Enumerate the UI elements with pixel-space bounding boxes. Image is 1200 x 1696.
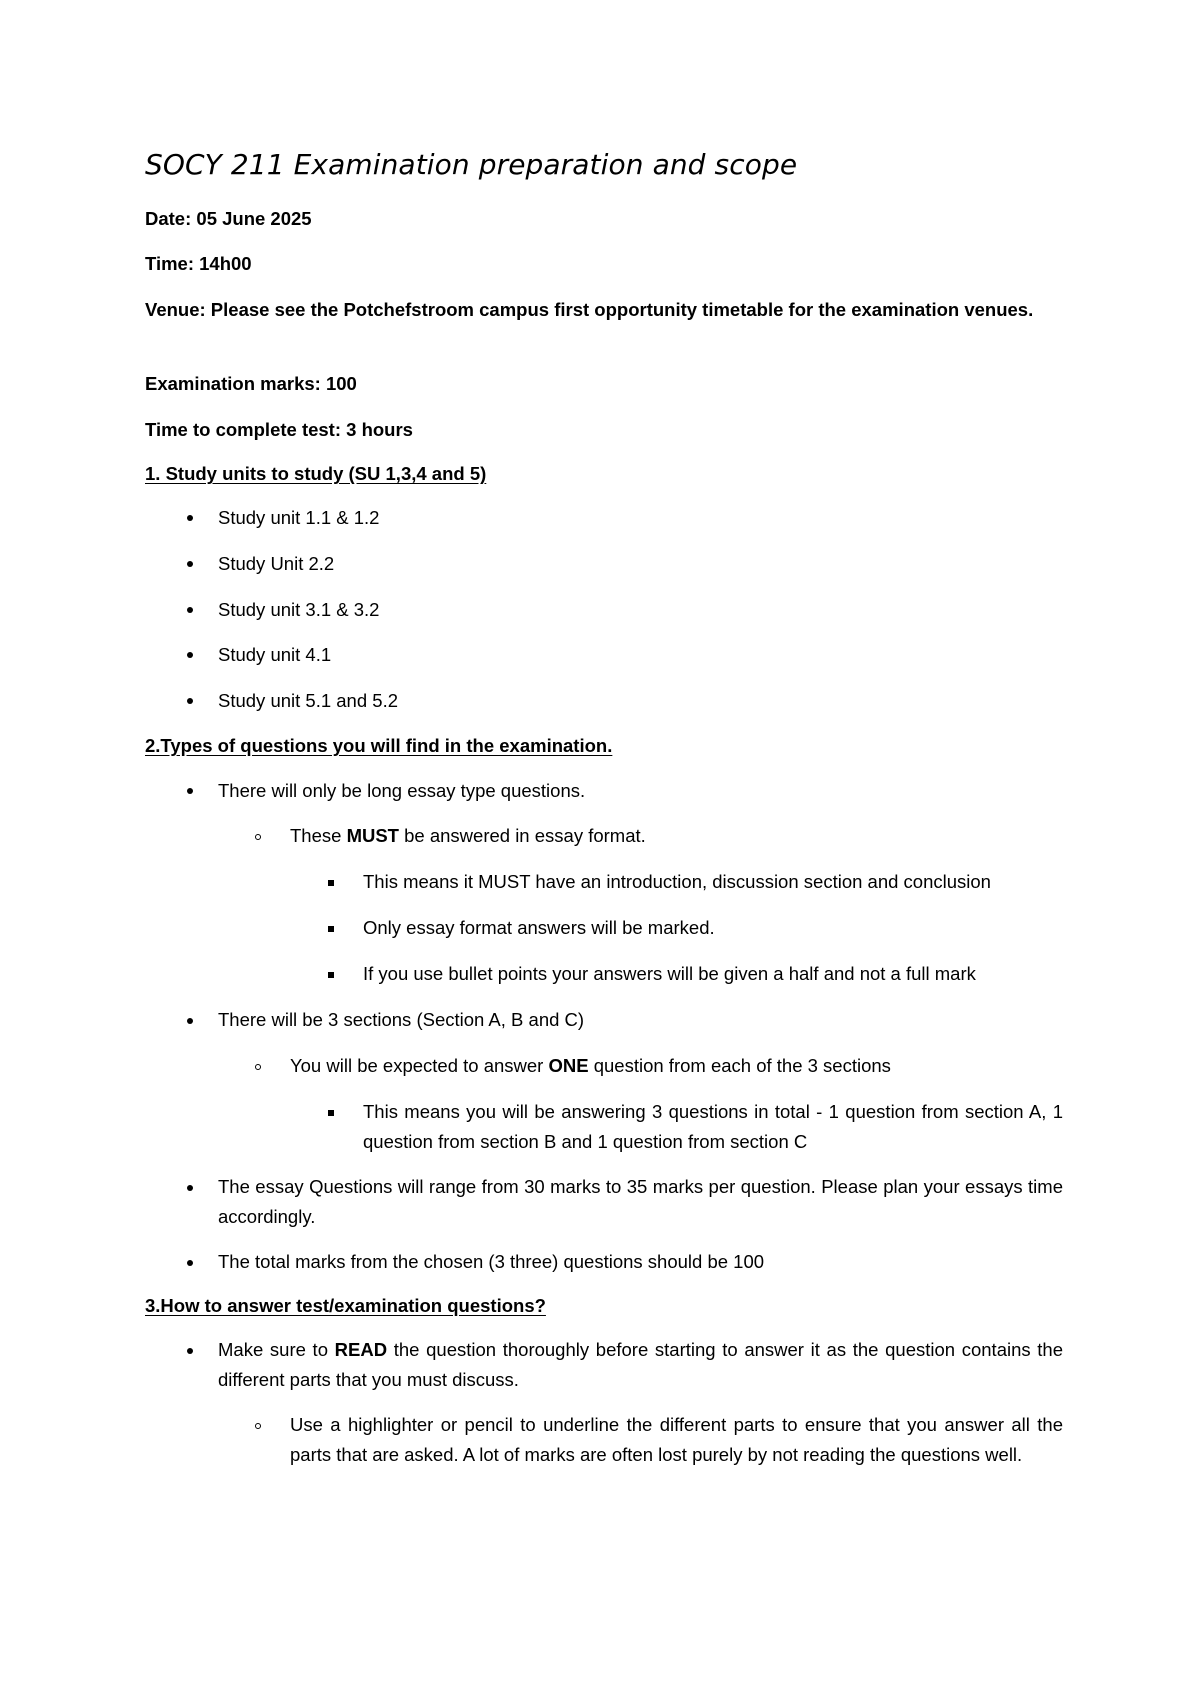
section-2-heading: 2.Types of questions you will find in the examination. xyxy=(145,735,613,756)
study-unit-item: Study unit 1.1 & 1.2 xyxy=(218,507,380,528)
study-unit-item: Study unit 4.1 xyxy=(218,644,332,665)
study-unit-item: Study unit 3.1 & 3.2 xyxy=(218,599,380,620)
exam-time: Time: 14h00 xyxy=(145,253,252,274)
bullet-icon xyxy=(187,515,193,521)
question-type-item: There will only be long essay type questions. xyxy=(218,780,586,801)
bullet-icon xyxy=(187,652,193,658)
answer-one-item: You will be expected to answer ONE question from each of the 3 sections xyxy=(290,1055,891,1076)
essay-rule-item: This means it MUST have an introduction, discussion section and conclusion xyxy=(363,871,991,892)
bullet-icon xyxy=(187,1185,193,1191)
square-bullet-icon xyxy=(328,972,334,978)
square-bullet-icon xyxy=(328,1110,334,1116)
sections-item: There will be 3 sections (Section A, B and C) xyxy=(218,1009,585,1030)
exam-date: Date: 05 June 2025 xyxy=(145,208,312,229)
bullet-icon xyxy=(187,607,193,613)
bullet-icon xyxy=(187,1018,193,1024)
exam-venue: Venue: Please see the Potchefstroom campus first opportunity timetable for the examination venues. xyxy=(145,299,1034,320)
bullet-icon xyxy=(187,698,193,704)
bullet-icon xyxy=(187,788,193,794)
read-question-item: Make sure to READ the question thoroughly before starting to answer it as the question contains the different parts that you must discuss. xyxy=(218,1339,1064,1390)
square-bullet-icon xyxy=(328,926,334,932)
section-1-heading: 1. Study units to study (SU 1,3,4 and 5) xyxy=(145,463,487,484)
bullet-icon xyxy=(187,561,193,567)
exam-duration: Time to complete test: 3 hours xyxy=(145,419,413,440)
circle-bullet-icon xyxy=(255,834,261,840)
total-marks-item: The total marks from the chosen (3 three) questions should be 100 xyxy=(218,1251,765,1272)
exam-marks: Examination marks: 100 xyxy=(145,373,357,394)
answer-count-item: This means you will be answering 3 questions in total - 1 question from section A, 1 question from section B and 1 question from section C xyxy=(363,1101,1063,1152)
highlighter-tip-item: Use a highlighter or pencil to underline the different parts to ensure that you answer all the parts that are asked. A lot of marks are often lost purely by not reading the questions well. xyxy=(290,1414,1063,1465)
circle-bullet-icon xyxy=(255,1064,261,1070)
bullet-icon xyxy=(187,1260,193,1266)
section-3-heading: 3.How to answer test/examination questions? xyxy=(145,1295,546,1316)
study-unit-item: Study unit 5.1 and 5.2 xyxy=(218,690,398,711)
page-title: SOCY 211 Examination preparation and scope xyxy=(145,148,798,181)
bullet-icon xyxy=(187,1348,193,1354)
study-unit-item: Study Unit 2.2 xyxy=(218,553,335,574)
marks-range-item: The essay Questions will range from 30 marks to 35 marks per question. Please plan your essays time accordingly. xyxy=(218,1176,1063,1227)
essay-rule-item: If you use bullet points your answers will be given a half and not a full mark xyxy=(363,963,976,984)
essay-rule-item: Only essay format answers will be marked. xyxy=(363,917,715,938)
circle-bullet-icon xyxy=(255,1423,261,1429)
essay-format-item: These MUST be answered in essay format. xyxy=(290,825,646,846)
square-bullet-icon xyxy=(328,880,334,886)
